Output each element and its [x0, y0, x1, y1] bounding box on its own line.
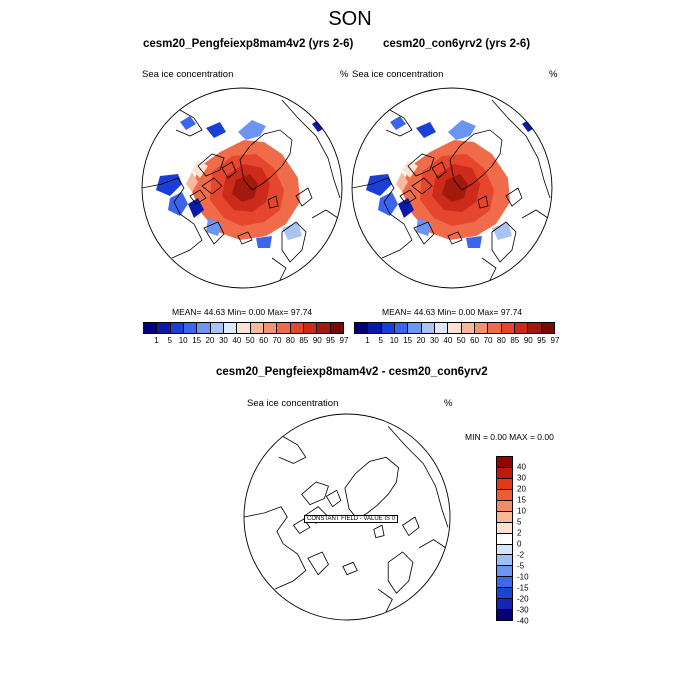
diff-variable-label: Sea ice concentration	[247, 398, 339, 409]
colorbar-swatch	[197, 323, 210, 333]
colorbar-tick-label: 90	[523, 336, 533, 345]
diff-colorbar-swatch	[497, 599, 512, 610]
panel2-units-label: %	[549, 69, 558, 80]
colorbar-swatch	[251, 323, 264, 333]
colorbar-swatch	[435, 323, 448, 333]
colorbar-swatch	[368, 323, 381, 333]
colorbar-swatch	[211, 323, 224, 333]
diff-colorbar-tick-label: -20	[517, 594, 529, 604]
colorbar-swatch	[224, 323, 237, 333]
panel1-variable-label: Sea ice concentration	[142, 69, 234, 80]
colorbar-tick-label: 40	[232, 336, 242, 345]
colorbar-tick-label: 40	[443, 336, 453, 345]
diff-colorbar-swatch	[497, 468, 512, 479]
diff-colorbar-swatch	[497, 479, 512, 490]
colorbar-tick-label: 30	[218, 336, 228, 345]
colorbar-tick-label: 85	[299, 336, 309, 345]
colorbar-swatch	[408, 323, 421, 333]
panel2-variable-label: Sea ice concentration	[352, 69, 444, 80]
diff-colorbar-swatch	[497, 490, 512, 501]
panel2-ice-field	[352, 100, 550, 284]
colorbar-tick-label: 80	[496, 336, 506, 345]
colorbar-swatch	[528, 323, 541, 333]
colorbar-swatch	[304, 323, 317, 333]
colorbar-tick-label: 97	[339, 336, 349, 345]
diff-colorbar-tick-label: 40	[517, 462, 526, 472]
diff-min-max-stats: MIN = 0.00 MAX = 0.00	[465, 432, 554, 442]
colorbar-tick-label: 5	[167, 336, 172, 345]
diff-colorbar-tick-label: -2	[517, 550, 525, 560]
diff-colorbar-swatch	[497, 555, 512, 566]
panel2-title: cesm20_con6yrv2 (yrs 2-6)	[383, 38, 531, 50]
diff-colorbar-swatch	[497, 512, 512, 523]
panel1-polar-map	[140, 86, 344, 290]
diff-colorbar-tick-label: 10	[517, 506, 526, 516]
panel1-units-label: %	[340, 69, 349, 80]
colorbar-tick-label: 10	[389, 336, 399, 345]
diff-panel-title: cesm20_Pengfeiexp8mam4v2 - cesm20_con6yrv2	[216, 366, 488, 378]
diff-colorbar-swatch	[497, 610, 512, 620]
diff-colorbar-labels	[517, 456, 547, 626]
colorbar-swatch	[475, 323, 488, 333]
colorbar-swatch	[331, 323, 343, 333]
diff-colorbar-tick-label: -5	[517, 561, 525, 571]
diff-colorbar-swatch	[497, 545, 512, 556]
diff-colorbar-tick-label: -10	[517, 572, 529, 582]
diff-colorbar-tick-label: 0	[517, 539, 522, 549]
panel2-stats: MEAN= 44.63 Min= 0.00 Max= 97.74	[382, 307, 523, 317]
diff-colorbar-tick-label: 5	[517, 517, 522, 527]
colorbar-tick-label: 20	[205, 336, 215, 345]
diff-colorbar-swatch	[497, 577, 512, 588]
colorbar-tick-label: 50	[456, 336, 466, 345]
colorbar-swatch	[422, 323, 435, 333]
diff-colorbar-swatch	[497, 566, 512, 577]
panel1-title: cesm20_Pengfeiexp8mam4v2 (yrs 2-6)	[143, 38, 354, 50]
panel1-colorbar	[143, 322, 344, 334]
diff-colorbar-swatch	[497, 457, 512, 468]
colorbar-tick-label: 20	[416, 336, 426, 345]
diff-colorbar	[496, 456, 513, 621]
diff-colorbar-tick-label: -15	[517, 583, 529, 593]
colorbar-tick-label: 70	[272, 336, 282, 345]
colorbar-tick-label: 15	[192, 336, 202, 345]
colorbar-swatch	[395, 323, 408, 333]
diff-colorbar-swatch	[497, 534, 512, 545]
diff-colorbar-tick-label: -40	[517, 616, 529, 626]
colorbar-swatch	[382, 323, 395, 333]
diff-units-label: %	[444, 398, 453, 409]
panel2-polar-map	[350, 86, 554, 290]
diff-colorbar-swatch	[497, 588, 512, 599]
colorbar-tick-label: 95	[537, 336, 546, 345]
colorbar-swatch	[542, 323, 554, 333]
colorbar-swatch	[291, 323, 304, 333]
diff-colorbar-swatch	[497, 501, 512, 512]
colorbar-tick-label: 5	[378, 336, 383, 345]
colorbar-swatch	[502, 323, 515, 333]
colorbar-swatch	[462, 323, 475, 333]
diff-colorbar-tick-label: 2	[517, 528, 522, 538]
colorbar-swatch	[448, 323, 461, 333]
colorbar-tick-label: 90	[312, 336, 322, 345]
colorbar-tick-label: 30	[429, 336, 439, 345]
colorbar-swatch	[277, 323, 290, 333]
diff-colorbar-tick-label: 15	[517, 495, 526, 505]
colorbar-swatch	[264, 323, 277, 333]
colorbar-tick-label: 50	[245, 336, 255, 345]
colorbar-swatch	[355, 323, 368, 333]
colorbar-tick-label: 1	[365, 336, 370, 345]
colorbar-swatch	[144, 323, 157, 333]
colorbar-tick-label: 1	[154, 336, 159, 345]
panel1-colorbar-labels	[143, 336, 349, 346]
colorbar-tick-label: 80	[285, 336, 295, 345]
colorbar-swatch	[515, 323, 528, 333]
panel2-colorbar-labels	[354, 336, 560, 346]
colorbar-tick-label: 85	[510, 336, 520, 345]
diff-colorbar-swatch	[497, 523, 512, 534]
colorbar-swatch	[237, 323, 250, 333]
constant-field-note: CONSTANT FIELD - VALUE IS 0	[304, 515, 398, 523]
colorbar-tick-label: 95	[326, 336, 335, 345]
diff-colorbar-tick-label: -30	[517, 605, 529, 615]
panel2-colorbar	[354, 322, 555, 334]
figure-title: SON	[328, 8, 372, 30]
panel1-ice-field	[142, 100, 340, 284]
panel1-stats: MEAN= 44.63 Min= 0.00 Max= 97.74	[172, 307, 313, 317]
colorbar-tick-label: 10	[178, 336, 188, 345]
colorbar-tick-label: 70	[483, 336, 493, 345]
colorbar-tick-label: 15	[403, 336, 413, 345]
colorbar-tick-label: 60	[470, 336, 480, 345]
diff-colorbar-tick-label: 30	[517, 473, 526, 483]
colorbar-tick-label: 97	[550, 336, 560, 345]
colorbar-swatch	[184, 323, 197, 333]
colorbar-swatch	[157, 323, 170, 333]
colorbar-swatch	[488, 323, 501, 333]
colorbar-tick-label: 60	[259, 336, 269, 345]
diff-colorbar-tick-label: 20	[517, 484, 526, 494]
colorbar-swatch	[317, 323, 330, 333]
colorbar-swatch	[171, 323, 184, 333]
